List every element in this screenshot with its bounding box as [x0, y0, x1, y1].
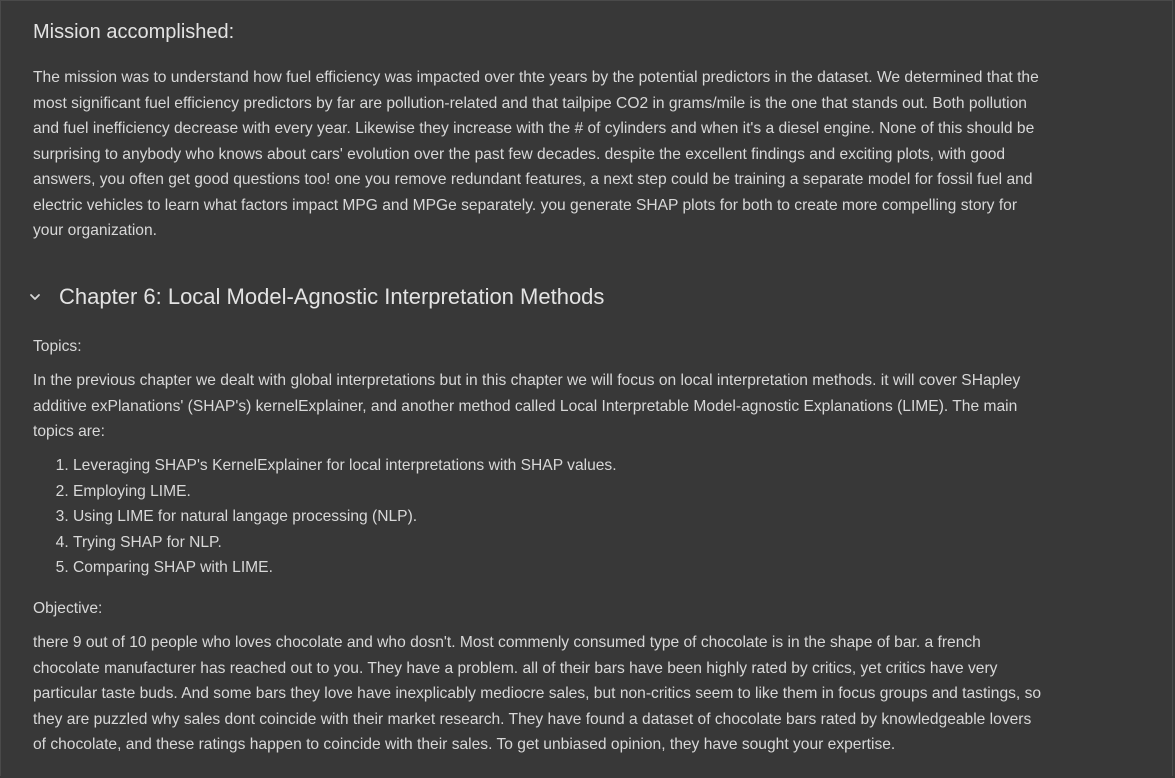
topics-label: Topics: — [33, 338, 82, 355]
mission-heading: Mission accomplished: — [33, 21, 235, 43]
chapter-header[interactable] — [26, 282, 604, 312]
list-item: 5. Comparing SHAP with LIME. — [73, 555, 617, 581]
list-item: 4. Trying SHAP for NLP. — [73, 530, 617, 556]
list-item: 2. Employing LIME. — [73, 479, 617, 505]
mission-paragraph: The mission was to understand how fuel efficiency was impacted over thte years by the potential predictors in the dataset. We determined that the most significant fuel efficiency predictors by far are pollution-related and that tailpipe CO2 in grams/mile is the one that stands out. Both pollution and fuel inefficiency decrease with every year. Likewise they increase with the # of cylinders and when it's a diesel engine. None of this should be surprising to anybody who knows about cars' evolution over the past few decades. despite the excellent findings and exciting plots, with good answers, you often get good questions too! one you remove redundant features, a next step could be training a separate model for fossil fuel and electric vehicles to learn what factors impact MPG and MPGe separately. you generate SHAP plots for both to create more compelling story for your organization. — [33, 69, 1039, 239]
topics-list — [33, 453, 617, 581]
list-item: 3. Using LIME for natural langage processing (NLP). — [73, 504, 617, 530]
list-item: 1. Leveraging SHAP's KernelExplainer for local interpretations with SHAP values. — [73, 453, 617, 479]
objective-paragraph: there 9 out of 10 people who loves chocolate and who dosn't. Most commenly consumed type of chocolate is in the shape of bar. a french chocolate manufacturer has reached out to you. They have a problem. all of their bars have been highly rated by critics, yet critics have very particular taste buds. And some bars they love have inexplicably mediocre sales, but non-critics seem to like them in focus groups and tastings, so they are puzzled why sales dont coincide with their market research. They have found a dataset of chocolate bars rated by knowledgeable lovers of chocolate, and these ratings happen to coincide with their sales. To get unbiased opinion, they have sought your expertise. — [33, 634, 1042, 753]
chevron-down-icon[interactable] — [26, 288, 44, 306]
topics-intro: In the previous chapter we dealt with global interpretations but in this chapter we will focus on local interpretation methods. it will cover SHapley additive exPlanations' (SHAP's) kernelExplainer, and another method called Local Interpretable Model-agnostic Explanations (LIME). The main topics are: — [33, 372, 1021, 440]
objective-label: Objective: — [33, 600, 103, 617]
chapter-title: Chapter 6: Local Model-Agnostic Interpretation Methods — [59, 284, 605, 309]
